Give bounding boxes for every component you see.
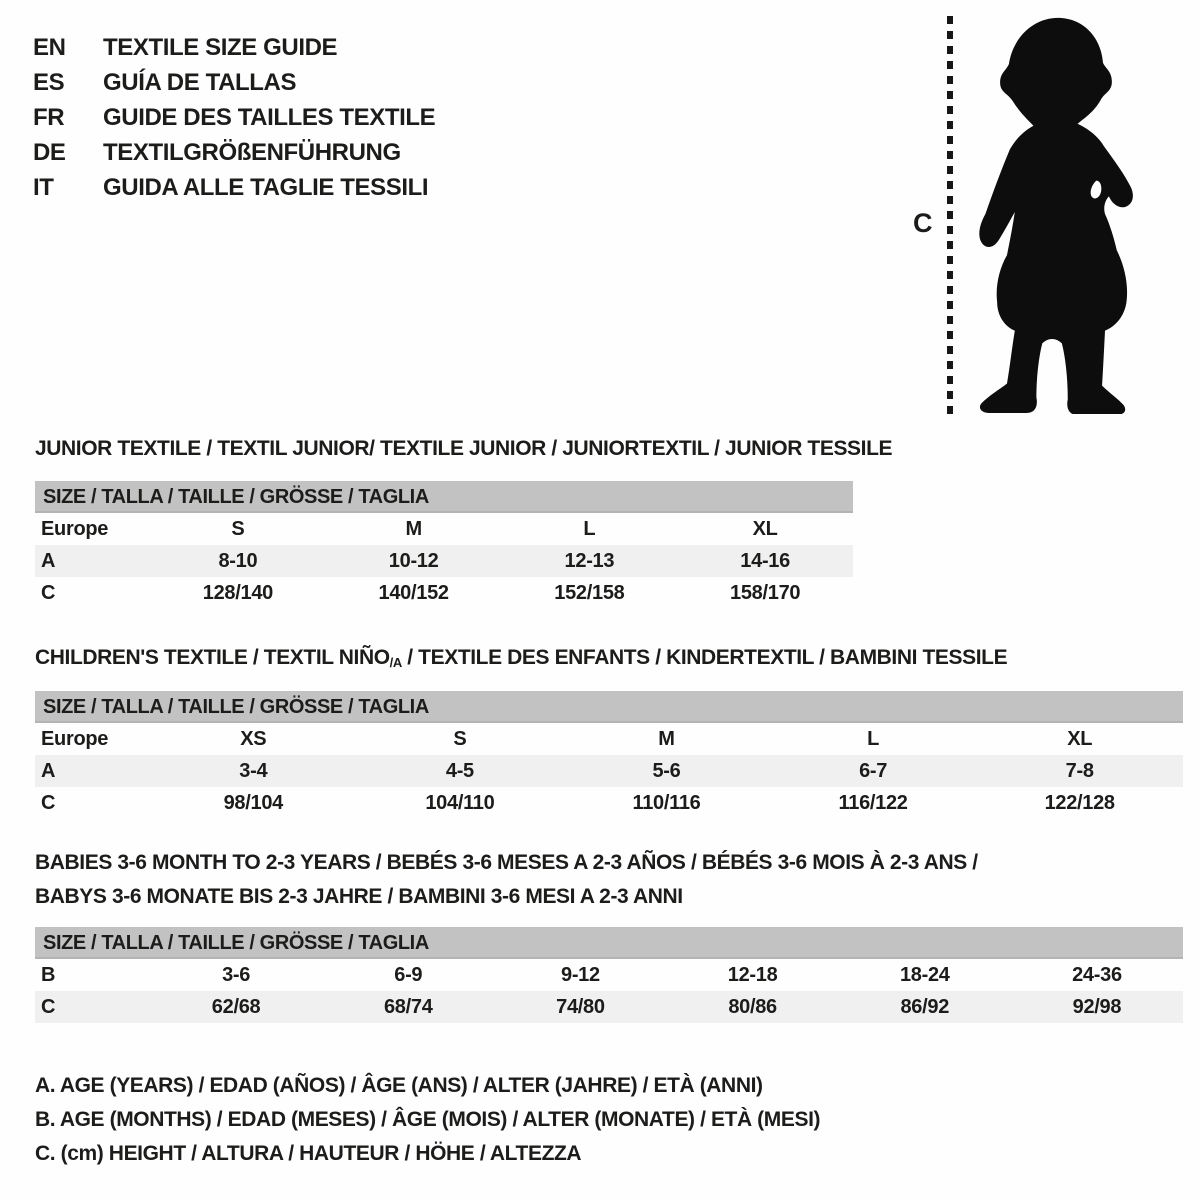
legend-line-c: C. (cm) HEIGHT / ALTURA / HAUTEUR / HÖHE / ALTEZZA — [35, 1142, 582, 1165]
language-code: DE — [33, 139, 66, 166]
size-header-bar: SIZE / TALLA / TAILLE / GRÖSSE / TAGLIA — [35, 927, 1183, 959]
table-cell: 6-7 — [859, 760, 888, 782]
row-label: B — [41, 964, 56, 986]
row-label: C — [41, 582, 56, 604]
legend — [35, 1069, 820, 1171]
table-row-age — [35, 755, 1183, 787]
table-cell: 74/80 — [556, 996, 605, 1018]
table-cell: 116/122 — [838, 792, 908, 814]
table-cell: M — [405, 518, 422, 540]
table-row-age — [35, 545, 853, 577]
language-title-list — [33, 30, 435, 205]
babies-size-table — [35, 927, 1183, 1023]
table-cell: 3-6 — [222, 964, 251, 986]
size-header-bar: SIZE / TALLA / TAILLE / GRÖSSE / TAGLIA — [35, 481, 853, 513]
legend-line-a: A. AGE (YEARS) / EDAD (AÑOS) / ÂGE (ANS) / ALTER (JAHRE) / ETÀ (ANNI) — [35, 1074, 763, 1097]
language-row-de — [33, 135, 435, 170]
table-cell: 140/152 — [378, 582, 449, 604]
legend-line-b: B. AGE (MONTHS) / EDAD (MESES) / ÂGE (MOIS) / ALTER (MONATE) / ETÀ (MESI) — [35, 1108, 821, 1131]
size-header-bar: SIZE / TALLA / TAILLE / GRÖSSE / TAGLIA — [35, 691, 1183, 723]
table-cell: S — [231, 518, 245, 540]
table-cell: 12-13 — [564, 550, 615, 572]
row-label: A — [41, 760, 56, 782]
table-cell: 4-5 — [445, 760, 474, 782]
table-row-europe — [35, 513, 853, 545]
table-cell: XS — [240, 728, 267, 750]
table-cell: 128/140 — [202, 582, 273, 604]
table-cell: 62/68 — [211, 996, 261, 1018]
children-title-suffix: / TEXTILE DES ENFANTS / KINDERTEXTIL / BAMBINI TESSILE — [401, 646, 1008, 669]
table-cell: 6-9 — [394, 964, 423, 986]
table-cell: XL — [752, 518, 778, 540]
table-cell: 122/128 — [1044, 792, 1115, 814]
language-row-fr — [33, 100, 435, 135]
guide-title-de: TEXTILGRÖßENFÜHRUNG — [103, 139, 401, 166]
guide-title-it: GUIDA ALLE TAGLIE TESSILI — [103, 174, 429, 201]
table-cell: L — [867, 728, 880, 750]
junior-size-table — [35, 481, 853, 609]
table-cell: XL — [1067, 728, 1093, 750]
junior-section-title: JUNIOR TEXTILE / TEXTIL JUNIOR/ TEXTILE JUNIOR / JUNIORTEXTIL / JUNIOR TESSILE — [35, 437, 893, 460]
children-title-sub: /A — [389, 655, 402, 670]
guide-title-en: TEXTILE SIZE GUIDE — [103, 34, 338, 61]
table-cell: 92/98 — [1072, 996, 1122, 1018]
table-cell: 7-8 — [1065, 760, 1094, 782]
babies-section-title-line2: BABYS 3-6 MONATE BIS 2-3 JAHRE / BAMBINI 3-6 MESI A 2-3 ANNI — [35, 885, 683, 908]
height-measure-dashed-line — [947, 16, 953, 416]
table-row-height — [35, 787, 1183, 819]
row-label: Europe — [41, 518, 109, 540]
table-row-months — [35, 959, 1183, 991]
table-row-height — [35, 577, 853, 609]
language-code: FR — [33, 104, 65, 131]
language-code: EN — [33, 34, 66, 61]
table-cell: 18-24 — [899, 964, 950, 986]
row-label: Europe — [41, 728, 109, 750]
table-cell: 10-12 — [388, 550, 439, 572]
height-measure-label: C — [913, 208, 933, 238]
row-label: C — [41, 996, 56, 1018]
language-code: IT — [33, 174, 54, 201]
table-cell: 80/86 — [728, 996, 777, 1018]
table-cell: M — [658, 728, 675, 750]
table-cell: L — [583, 518, 596, 540]
table-cell: 14-16 — [740, 550, 790, 572]
table-cell: 68/74 — [383, 996, 433, 1018]
table-cell: 104/110 — [425, 792, 495, 814]
toddler-silhouette-icon — [963, 12, 1148, 414]
table-cell: 98/104 — [223, 792, 283, 814]
children-title-prefix: CHILDREN'S TEXTILE / TEXTIL NIÑO — [35, 646, 390, 669]
row-label: C — [41, 792, 56, 814]
children-size-table — [35, 691, 1183, 819]
language-row-es — [33, 65, 435, 100]
table-cell: 12-18 — [727, 964, 778, 986]
table-cell: S — [453, 728, 467, 750]
table-cell: 86/92 — [900, 996, 950, 1018]
language-code: ES — [33, 69, 65, 96]
language-row-en — [33, 30, 435, 65]
table-row-europe — [35, 723, 1183, 755]
table-cell: 5-6 — [652, 760, 681, 782]
guide-title-es: GUÍA DE TALLAS — [103, 69, 297, 96]
row-label: A — [41, 550, 56, 572]
table-cell: 158/170 — [730, 582, 801, 604]
table-cell: 3-4 — [239, 760, 268, 782]
guide-title-fr: GUIDE DES TAILLES TEXTILE — [103, 104, 436, 131]
table-row-height — [35, 991, 1183, 1023]
table-cell: 110/116 — [632, 792, 701, 814]
babies-section-title-line1: BABIES 3-6 MONTH TO 2-3 YEARS / BEBÉS 3-6 MESES A 2-3 AÑOS / BÉBÉS 3-6 MOIS À 2-3 ANS / — [35, 851, 978, 874]
table-cell: 8-10 — [218, 550, 258, 572]
table-cell: 24-36 — [1072, 964, 1122, 986]
children-section-title — [35, 646, 1007, 670]
table-cell: 152/158 — [554, 582, 625, 604]
language-row-it — [33, 170, 435, 205]
table-cell: 9-12 — [561, 964, 600, 986]
